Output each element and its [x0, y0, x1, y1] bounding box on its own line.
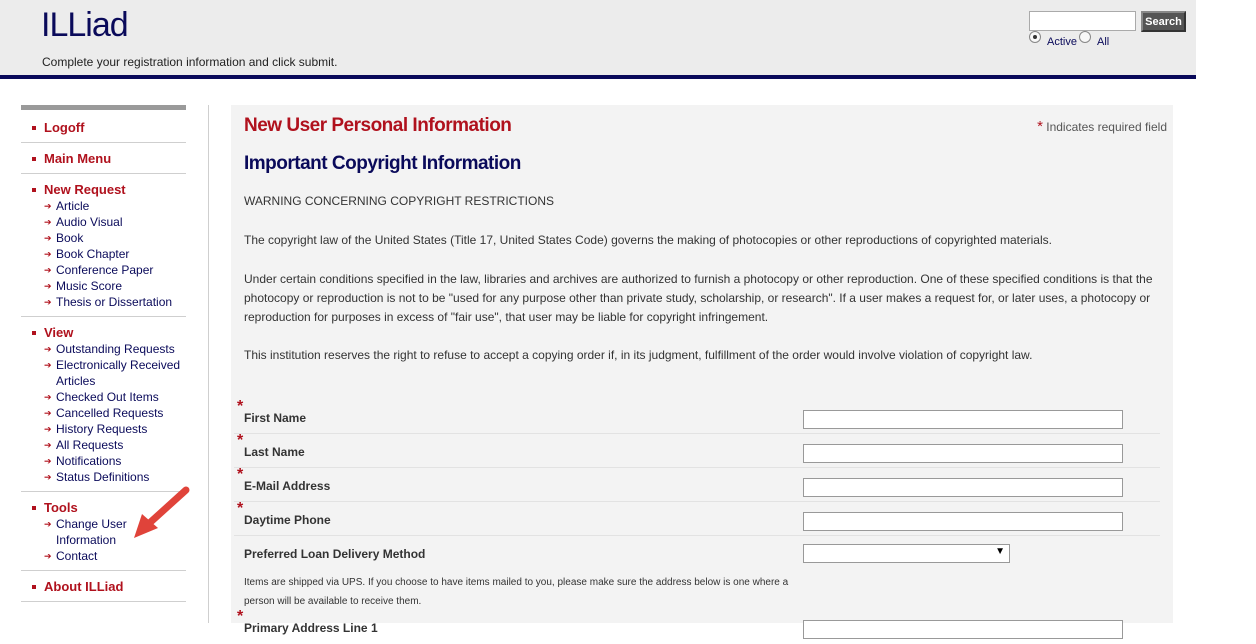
sidebar-item-new-request[interactable]: New Request — [21, 182, 186, 198]
field-row-address-line-1 — [234, 610, 1160, 644]
copyright-paragraph-2: Under certain conditions specified in the law, libraries and archives are authorized to furnish a photocopy or other reproduction. One of these specified conditions is that the photocopy or reproduction is not to be "used for any purpose other than private study, scholarship, or research". If a user makes a request for, or later uses, a photocopy or reproduction for purposes in excess of "fair use", that user may be liable for copyright infringement. — [244, 272, 1153, 324]
sidebar-link-status-definitions[interactable]: ➔ Status Definitions — [44, 470, 150, 484]
arrow-right-icon: ➔ — [44, 217, 52, 227]
field-row-first-name — [234, 400, 1160, 434]
sidebar-link-outstanding[interactable]: ➔ Outstanding Requests — [44, 342, 175, 356]
sidebar-section-main-menu — [21, 149, 186, 174]
sidebar-item-main-menu[interactable]: Main Menu — [21, 151, 186, 167]
search-button[interactable]: Search — [1141, 11, 1186, 32]
app-title: ILLiad — [41, 6, 128, 44]
radio-active-label: Active — [1047, 36, 1077, 48]
arrow-right-icon: ➔ — [44, 440, 52, 450]
main-content — [231, 105, 1173, 635]
sidebar-link-audio-visual[interactable]: ➔ Audio Visual — [44, 215, 123, 229]
sidebar-link-cancelled[interactable]: ➔ Cancelled Requests — [44, 406, 164, 420]
arrow-right-icon: ➔ — [44, 201, 52, 211]
sidebar-top-bar — [21, 105, 186, 110]
field-label: First Name — [244, 411, 307, 425]
page-title: New User Personal Information — [244, 115, 512, 136]
field-label: Daytime Phone — [244, 513, 331, 527]
sidebar-link-history[interactable]: ➔ History Requests — [44, 422, 148, 436]
field-row-delivery-method — [234, 536, 1160, 570]
radio-all-label: All — [1097, 36, 1110, 48]
sidebar-item-about[interactable]: About ILLiad — [21, 579, 186, 595]
field-row-phone — [234, 502, 1160, 536]
chevron-down-icon: ▼ — [995, 546, 1005, 557]
copyright-paragraph-1: The copyright law of the United States (Title 17, United States Code) governs the making of photocopies or other reproductions of copyrighted materials. — [244, 233, 1052, 247]
required-star: * — [237, 398, 244, 415]
sidebar-link-all-requests[interactable]: ➔ All Requests — [44, 438, 124, 452]
last-name-field[interactable] — [803, 444, 1123, 463]
arrow-right-icon: ➔ — [44, 551, 52, 561]
arrow-right-icon: ➔ — [44, 472, 52, 482]
daytime-phone-field[interactable] — [803, 512, 1123, 531]
sidebar-section-new-request — [21, 180, 186, 317]
sidebar-link-article[interactable]: ➔ Article — [44, 199, 90, 213]
required-star: * — [237, 608, 244, 625]
radio-all[interactable] — [1079, 31, 1091, 43]
arrow-right-icon: ➔ — [44, 249, 52, 259]
required-star: * — [237, 500, 244, 517]
required-star: * — [237, 432, 244, 449]
sidebar-item-logoff[interactable]: Logoff — [21, 120, 186, 136]
sidebar-link-notifications[interactable]: ➔ Notifications — [44, 454, 122, 468]
email-field[interactable] — [803, 478, 1123, 497]
delivery-method-select[interactable] — [803, 544, 1010, 563]
sidebar-item-tools[interactable]: Tools — [21, 500, 186, 516]
field-label: Last Name — [244, 445, 305, 459]
sidebar-link-book-chapter[interactable]: ➔ Book Chapter — [44, 247, 130, 261]
arrow-right-icon: ➔ — [44, 424, 52, 434]
copyright-title: Important Copyright Information — [244, 153, 521, 174]
sidebar-link-conference-paper[interactable]: ➔ Conference Paper — [44, 263, 154, 277]
field-row-last-name — [234, 434, 1160, 468]
arrow-right-icon: ➔ — [44, 265, 52, 275]
copyright-paragraph-3: This institution reserves the right to refuse to accept a copying order if, in its judgment, fulfillment of the order would involve violation of copyright law. — [244, 348, 1033, 362]
required-field-note: * Indicates required field — [1037, 118, 1167, 135]
copyright-warning: WARNING CONCERNING COPYRIGHT RESTRICTIONS — [244, 194, 555, 208]
field-label: Primary Address Line 1 — [244, 621, 378, 635]
search-input[interactable] — [1029, 11, 1136, 31]
arrow-right-icon: ➔ — [44, 281, 52, 291]
sidebar-link-thesis[interactable]: ➔ Thesis or Dissertation — [44, 295, 173, 309]
sidebar-item-view[interactable]: View — [21, 325, 186, 341]
arrow-right-icon: ➔ — [44, 297, 52, 307]
sidebar-link-book[interactable]: ➔ Book — [44, 231, 84, 245]
page-subtitle: Complete your registration information and click submit. — [42, 55, 338, 69]
sidebar-link-music-score[interactable]: ➔ Music Score — [44, 279, 123, 293]
arrow-right-icon: ➔ — [44, 408, 52, 418]
sidebar-section-logoff — [21, 118, 186, 143]
arrow-right-icon: ➔ — [44, 233, 52, 243]
arrow-right-icon: ➔ — [44, 392, 52, 402]
sidebar-divider — [208, 105, 209, 623]
sidebar-link-electronic[interactable]: ➔ Electronically Received Articles — [44, 358, 181, 388]
sidebar-link-checked-out[interactable]: ➔ Checked Out Items — [44, 390, 159, 404]
shipping-note: Items are shipped via UPS. If you choose to have items mailed to you, please make sure the address below is one where a person will be available to receive them. — [244, 577, 789, 607]
arrow-right-icon: ➔ — [44, 519, 52, 529]
sidebar-section-about — [21, 577, 186, 602]
arrow-right-icon: ➔ — [44, 360, 52, 370]
first-name-field[interactable] — [803, 410, 1123, 429]
arrow-right-icon: ➔ — [44, 456, 52, 466]
field-label: Preferred Loan Delivery Method — [244, 547, 426, 561]
radio-active[interactable] — [1029, 31, 1041, 43]
sidebar-section-view — [21, 323, 186, 492]
annotation-arrow-icon — [128, 484, 198, 544]
field-label: E-Mail Address — [244, 479, 331, 493]
sidebar-link-change-user-info[interactable]: ➔ Change User Information — [44, 517, 127, 547]
field-row-email — [234, 468, 1160, 502]
required-star: * — [237, 466, 244, 483]
arrow-right-icon: ➔ — [44, 344, 52, 354]
header-bar — [0, 0, 1196, 79]
sidebar-link-contact[interactable]: ➔ Contact — [44, 549, 98, 563]
